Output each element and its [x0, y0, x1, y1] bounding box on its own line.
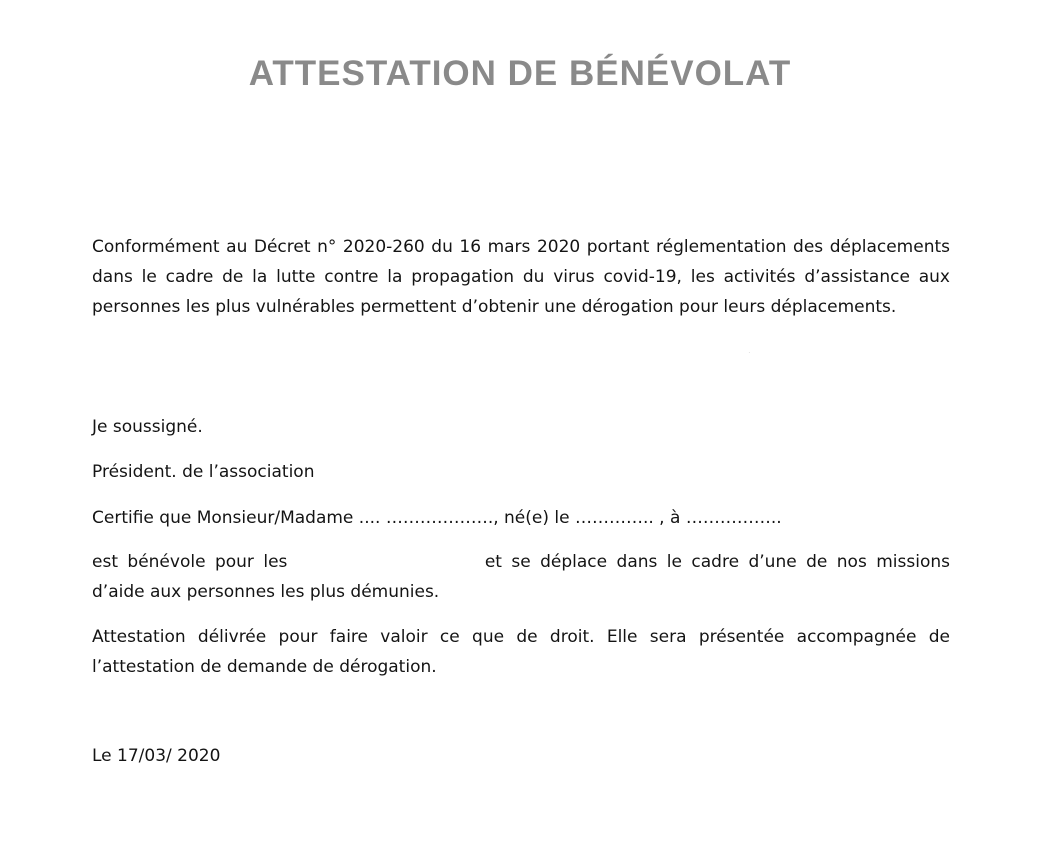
undersigned-line: Je soussigné. — [92, 417, 203, 437]
volunteer-text-start: est bénévole pour les — [92, 552, 288, 572]
attestation-paragraph: Attestation délivrée pour faire valoir ce que de droit. Elle sera présentée accompagnée de l’attestation de demande de dérogation. — [92, 627, 950, 677]
scan-speck: · — [748, 348, 751, 357]
redacted-association-name — [297, 550, 485, 570]
president-line: Président. de l’association — [92, 462, 315, 482]
volunteer-text-end: et se déplace dans le cadre d’une de nos missions d’aide aux personnes les plus démunies. — [92, 552, 950, 602]
document-title: ATTESTATION DE BÉNÉVOLAT — [248, 54, 792, 93]
date-line: Le 17/03/ 2020 — [92, 746, 221, 766]
intro-paragraph: Conformément au Décret n° 2020-260 du 16 mars 2020 portant réglementation des déplacements dans le cadre de la lutte contre la propagation du virus covid-19, les activités d’assistance aux personnes les plus vulnérables permettent d’obtenir une dérogation pour leurs déplacements. — [92, 237, 950, 317]
volunteer-paragraph — [92, 547, 950, 607]
certify-line: Certifie que Monsieur/Madame .... ………………., né(e) le ………….. , à …………….. — [92, 508, 782, 528]
